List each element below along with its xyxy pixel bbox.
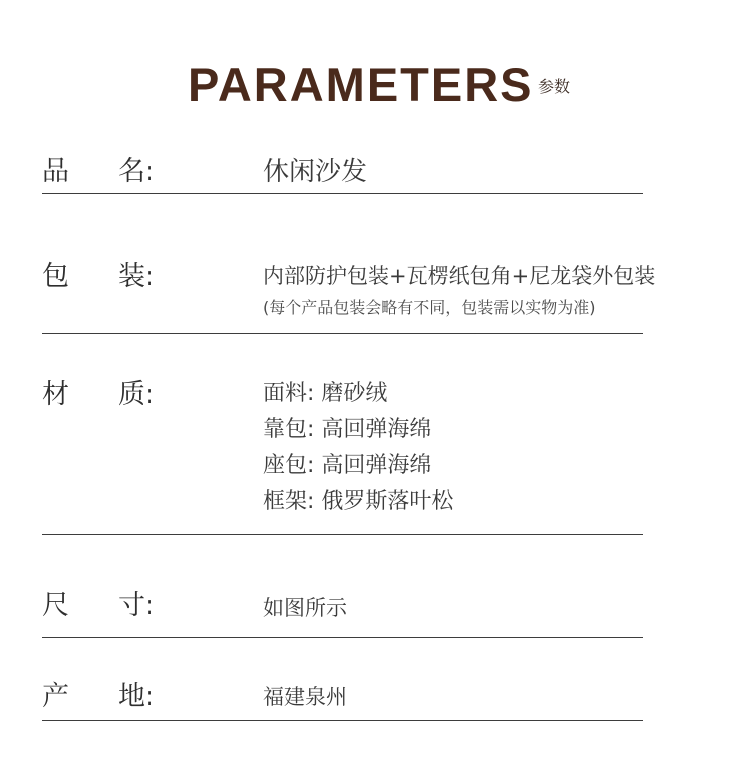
material-line-fabric: 面料: 磨砂绒 bbox=[263, 381, 388, 406]
param-label-material-char2: 质: bbox=[118, 379, 155, 410]
param-label-package bbox=[42, 260, 154, 294]
param-note-package: (每个产品包装会略有不同，包装需以实物为准) bbox=[263, 298, 596, 317]
divider-package bbox=[42, 333, 643, 334]
param-label-name-char1: 品 bbox=[42, 156, 69, 187]
param-value-package: 内部防护包装+瓦楞纸包角+尼龙袋外包装 bbox=[263, 264, 656, 288]
divider-name bbox=[42, 193, 643, 194]
param-label-package-char2: 装: bbox=[118, 261, 155, 292]
material-line-cushion: 靠包: 高回弹海绵 bbox=[263, 417, 432, 442]
param-label-material bbox=[42, 378, 154, 412]
parameters-header bbox=[0, 55, 750, 115]
page-title: PARAMETERS bbox=[188, 58, 534, 111]
page-subtitle: 参数 bbox=[538, 77, 571, 96]
param-value-origin: 福建泉州 bbox=[263, 685, 347, 709]
param-value-name: 休闲沙发 bbox=[263, 157, 368, 187]
divider-material bbox=[42, 534, 643, 535]
param-label-size-char2: 寸: bbox=[118, 590, 155, 621]
param-label-origin-char2: 地: bbox=[118, 681, 155, 712]
material-line-seat: 座包: 高回弹海绵 bbox=[263, 453, 432, 478]
param-label-size bbox=[42, 589, 154, 623]
divider-size bbox=[42, 637, 643, 638]
param-label-origin bbox=[42, 680, 154, 714]
param-label-package-char1: 包 bbox=[42, 261, 69, 292]
divider-origin bbox=[42, 720, 643, 721]
param-label-size-char1: 尺 bbox=[42, 590, 69, 621]
param-label-name bbox=[42, 155, 154, 189]
param-value-size: 如图所示 bbox=[263, 596, 347, 620]
param-label-material-char1: 材 bbox=[42, 379, 69, 410]
param-value-material bbox=[263, 376, 453, 520]
param-label-origin-char1: 产 bbox=[42, 681, 69, 712]
material-line-frame: 框架: 俄罗斯落叶松 bbox=[263, 489, 454, 514]
param-label-name-char2: 名: bbox=[118, 156, 155, 187]
